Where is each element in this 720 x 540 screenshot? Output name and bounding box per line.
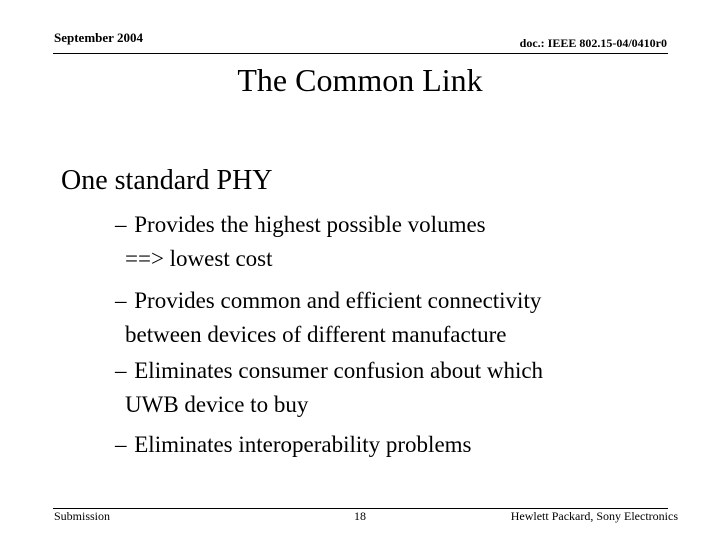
dash-marker: – <box>115 432 127 457</box>
footer-submission: Submission <box>54 509 111 523</box>
header-divider <box>53 53 668 54</box>
sub-bullet-1 <box>117 208 657 276</box>
dash-marker: – <box>115 212 127 237</box>
sub-bullet-text: Eliminates interoperability problems <box>134 432 472 457</box>
dash-marker: – <box>115 288 127 313</box>
sub-bullet-continuation: UWB device to buy <box>125 392 309 417</box>
sub-bullet-2 <box>117 284 657 352</box>
dash-marker: – <box>115 358 127 383</box>
sub-bullet-3 <box>117 354 657 422</box>
sub-bullet-text: Eliminates consumer confusion about which <box>134 358 544 383</box>
header-date: September 2004 <box>54 30 143 45</box>
footer-authors: Hewlett Packard, Sony Electronics <box>510 509 678 523</box>
footer-page-number: 18 <box>354 509 366 523</box>
sub-bullet-text: Provides the highest possible volumes <box>134 212 486 237</box>
sub-bullet-4 <box>117 428 657 462</box>
slide-title: The Common Link <box>237 62 483 98</box>
main-bullet: One standard PHY <box>61 165 273 196</box>
sub-bullet-text: Provides common and efficient connectivity <box>134 288 542 313</box>
header-doc-id: doc.: IEEE 802.15-04/0410r0 <box>519 36 667 50</box>
sub-bullet-continuation: ==> lowest cost <box>125 246 273 271</box>
sub-bullet-continuation: between devices of different manufacture <box>125 322 507 347</box>
